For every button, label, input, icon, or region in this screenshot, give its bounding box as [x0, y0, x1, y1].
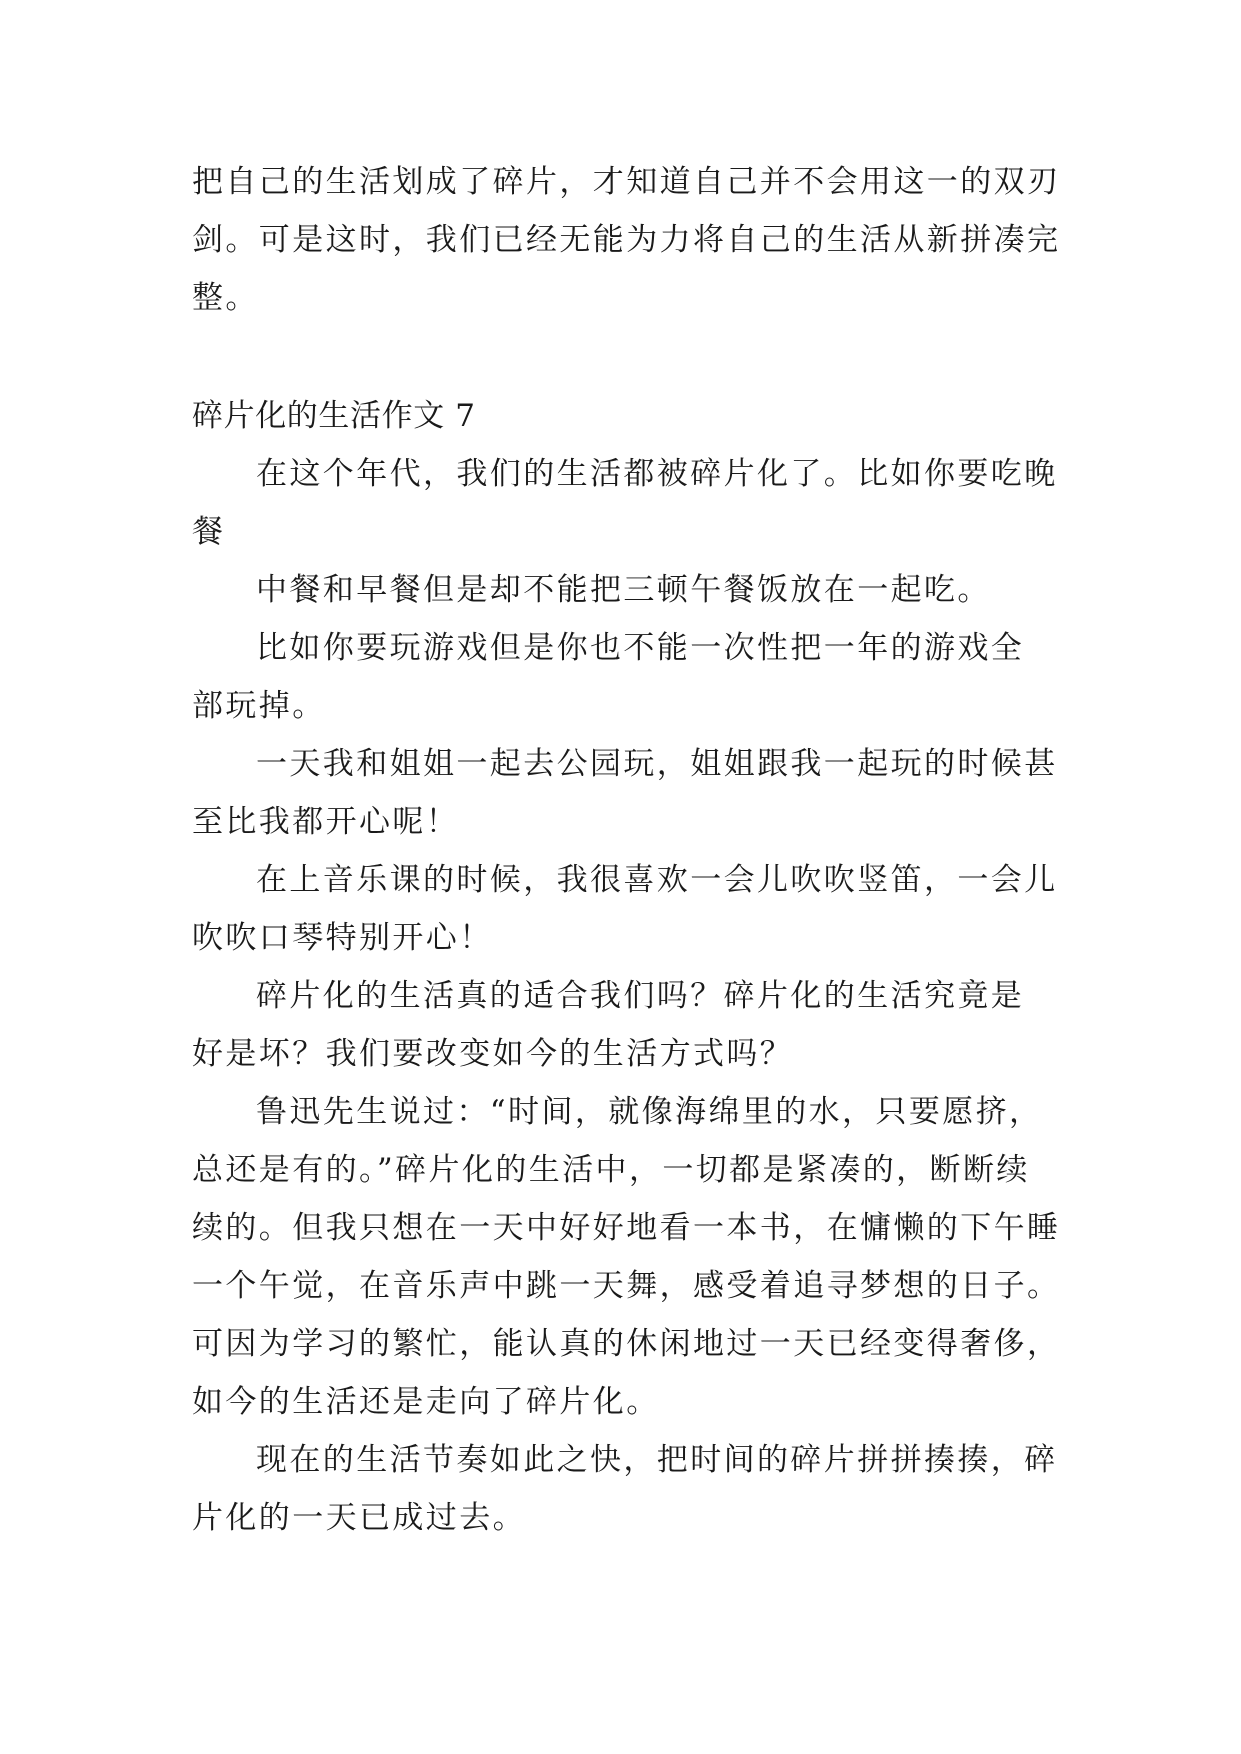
paragraph-line: 鲁迅先生说过：“时间，就像海绵里的水，只要愿挤，	[256, 1094, 1043, 1130]
paragraph-line: 在上音乐课的时候，我很喜欢一会儿吹吹竖笛，一会儿	[256, 862, 1058, 898]
paragraph-line: 部玩掉。	[192, 688, 326, 724]
paragraph-line: 一天我和姐姐一起去公园玩，姐姐跟我一起玩的时候甚	[256, 746, 1058, 782]
paragraph-line: 现在的生活节奏如此之快，把时间的碎片拼拼揍揍，碎	[256, 1442, 1058, 1478]
paragraph-line: 总还是有的。”碎片化的生活中，一切都是紧凑的，断断续	[192, 1152, 1030, 1188]
paragraph-line: 续的。但我只想在一天中好好地看一本书，在慵懒的下午睡	[192, 1210, 1061, 1246]
paragraph-line: 片化的一天已成过去。	[192, 1500, 526, 1536]
paragraph-line: 碎片化的生活真的适合我们吗？碎片化的生活究竟是	[256, 978, 1025, 1014]
paragraph-line: 比如你要玩游戏但是你也不能一次性把一年的游戏全	[256, 630, 1025, 666]
paragraph-line: 至比我都开心呢！	[192, 804, 460, 840]
text-line: 剑。可是这时，我们已经无能为力将自己的生活从新拼凑完	[192, 222, 1061, 258]
paragraph-line: 吹吹口琴特别开心！	[192, 920, 493, 956]
paragraph-line: 好是坏？我们要改变如今的生活方式吗？	[192, 1036, 794, 1072]
paragraph-line: 在这个年代，我们的生活都被碎片化了。比如你要吃晚	[256, 456, 1058, 492]
paragraph-line: 可因为学习的繁忙，能认真的休闲地过一天已经变得奢侈，	[192, 1326, 1061, 1362]
paragraph-line: 中餐和早餐但是却不能把三顿午餐饭放在一起吃。	[256, 572, 991, 608]
paragraph-line: 如今的生活还是走向了碎片化。	[192, 1384, 660, 1420]
text-line: 整。	[192, 280, 259, 316]
text-line: 把自己的生活划成了碎片，才知道自己并不会用这一的双刃	[192, 164, 1061, 200]
paragraph-line: 餐	[192, 514, 226, 550]
paragraph-line: 一个午觉，在音乐声中跳一天舞，感受着追寻梦想的日子。	[192, 1268, 1061, 1304]
section-heading: 碎片化的生活作文 7	[192, 398, 476, 434]
